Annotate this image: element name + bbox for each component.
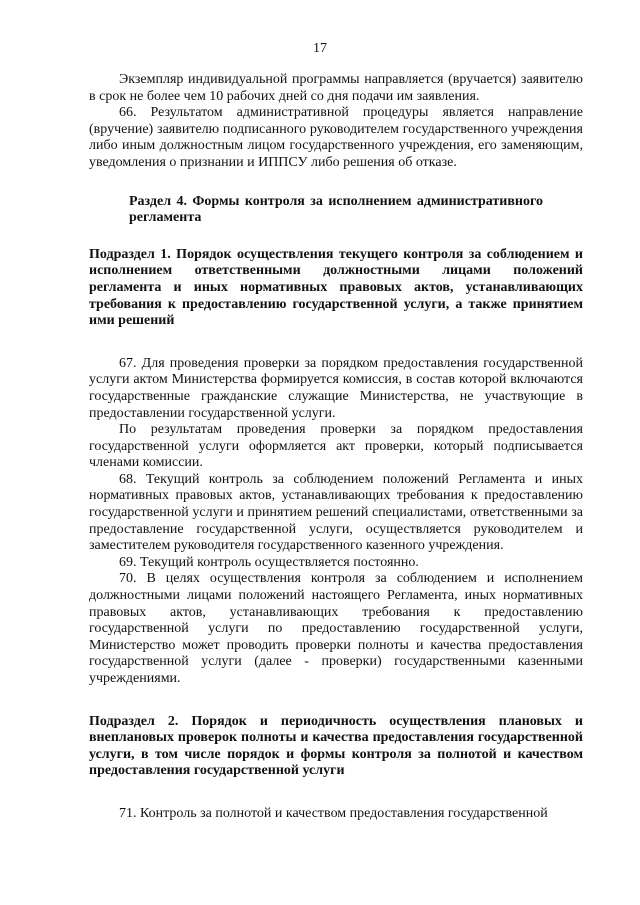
page-number: 17 xyxy=(313,41,327,56)
paragraph-66: 66. Результатом административной процедуры является направление (вручение) заявителю подписанного руководителем государственного учреждения либо иным должностным лицом государственного учреждения, его заменяющим, уведомления о признании и ИППСУ либо решения об отказе. xyxy=(89,105,583,170)
paragraph-67: 67. Для проведения проверки за порядком предоставления государственной услуги актом Министерства формируется комиссия, в состав которой включаются государственные гражданские служащие Министерства, не участвующие в предоставлении государственной услуги. xyxy=(89,355,583,421)
paragraph-70: 70. В целях осуществления контроля за соблюдением и исполнением должностными лицами положений настоящего Регламента, иных нормативных правовых актов, устанавливающих требования к предоставлению государственной услуги по предоставлению государственной услуги, Министерство может проводить проверки полноты и качества предоставления государственной услуги (далее - проверки) государственными казенными учреждениями. xyxy=(89,571,583,686)
subsection-1-heading: Подраздел 1. Порядок осуществления текущего контроля за соблюдением и исполнением ответственными должностными лицами положений регламента и иных нормативных правовых актов, устанавливающих требования к предоставлению государственной услуги, а также принятием ими решений xyxy=(89,246,583,329)
paragraph-69: 69. Текущий контроль осуществляется постоянно. xyxy=(119,554,419,570)
paragraph-71: 71. Контроль за полнотой и качеством предоставления государственной xyxy=(119,805,548,821)
paragraph-68: 68. Текущий контроль за соблюдением положений Регламента и иных нормативных правовых актов, устанавливающих требования к предоставлению государственной услуги и принятием решений специалистами, ответственными за предоставление государственной услуги, осуществляется руководителем и заместителем руководителя государственного казенного учреждения. xyxy=(89,471,583,554)
document-body xyxy=(89,72,583,823)
subsection-2-heading: Подраздел 2. Порядок и периодичность осуществления плановых и внеплановых проверок полноты и качества предоставления государственной услуги, в том числе порядок и формы контроля за полнотой и качеством предоставления государственной услуги xyxy=(89,713,583,779)
paragraph-67-continued: По результатам проведения проверки за порядком предоставления государственной услуги оформляется акт проверки, который подписывается членами комиссии. xyxy=(89,422,583,471)
paragraph-individual-program: Экземпляр индивидуальной программы направляется (вручается) заявителю в срок не более чем 10 рабочих дней со дня подачи им заявления. xyxy=(89,72,583,104)
section-4-heading: Раздел 4. Формы контроля за исполнением административного регламента xyxy=(129,193,543,226)
